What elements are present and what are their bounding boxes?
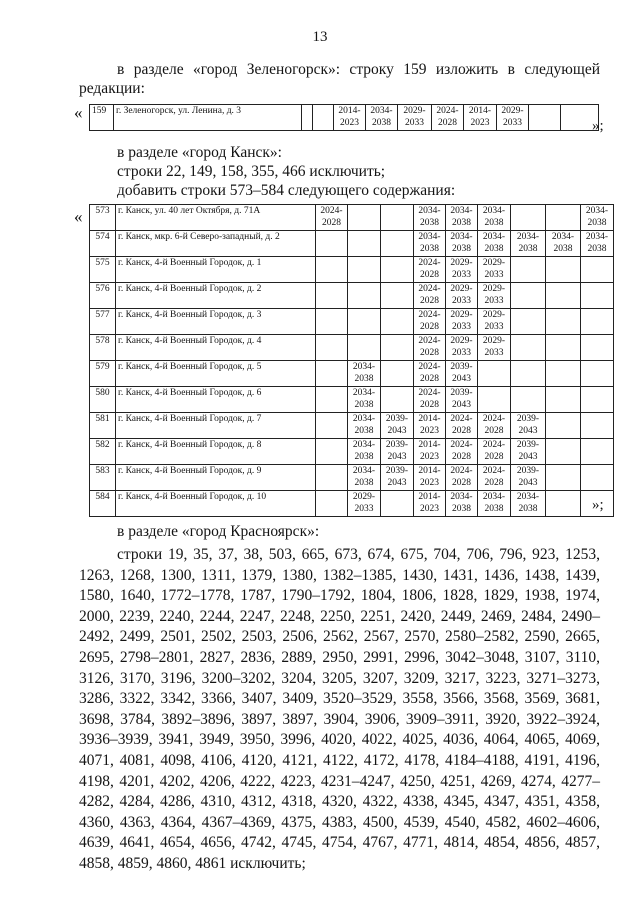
table-cell (546, 439, 581, 465)
table-row (90, 413, 614, 439)
table-cell (546, 361, 581, 387)
table-cell (581, 257, 614, 283)
table-cell (316, 283, 348, 309)
table-cell: 2024-2028 (446, 439, 478, 465)
table-cell (381, 387, 414, 413)
table-cell (316, 465, 348, 491)
table-row (90, 361, 614, 387)
table-cell: 2034-2038 (414, 231, 446, 257)
table-cell: 2024-2028 (414, 387, 446, 413)
table-cell (316, 361, 348, 387)
table-cell (348, 231, 381, 257)
exclusion-list-line: 3698, 3784, 3892–3896, 3897, 3897, 3904, 3906, 3909–3911, 3920, 3922–3924, (79, 710, 600, 728)
table-cell: 2034-2038 (478, 491, 511, 517)
table-cell: 2034-2038 (348, 413, 381, 439)
table-cell: 2024-2028 (446, 413, 478, 439)
table-cell: 2034-2038 (348, 361, 381, 387)
exclusion-list-line: 4639, 4641, 4654, 4656, 4742, 4745, 4754, 4767, 4771, 4814, 4854, 4856, 4857, (79, 834, 600, 852)
zel-instruction-line2: редакции: (79, 80, 145, 97)
table-cell: 2024-2028 (478, 465, 511, 491)
table-cell: 2024-2028 (414, 309, 446, 335)
table-cell: 2029-2033 (446, 257, 478, 283)
table-cell (581, 283, 614, 309)
table-cell: 2029-2033 (446, 283, 478, 309)
exclusion-list-line: 4360, 4363, 4364, 4367–4369, 4375, 4383, 4500, 4539, 4540, 4582, 4602–4606, (79, 813, 600, 831)
row-address: г. Канск, 4-й Военный Городок, д. 3 (116, 309, 316, 335)
row-number: 577 (90, 309, 116, 335)
row-number: 159 (90, 105, 114, 131)
table-cell: 2029-2033 (398, 105, 432, 131)
table-cell: 2039-2043 (381, 465, 414, 491)
table-cell (316, 439, 348, 465)
table-cell: 2029-2033 (446, 309, 478, 335)
row-address: г. Канск, 4-й Военный Городок, д. 4 (116, 335, 316, 361)
table-cell: 2039-2043 (381, 413, 414, 439)
table-cell (546, 387, 581, 413)
table-cell: 2024-2028 (478, 439, 511, 465)
zel-quote-open: « (74, 103, 83, 122)
table-cell: 2039-2043 (511, 413, 546, 439)
table-cell (478, 361, 511, 387)
table-cell (581, 361, 614, 387)
table-cell (348, 257, 381, 283)
table-cell: 2034-2038 (478, 205, 511, 231)
table-cell: 2034-2038 (581, 231, 614, 257)
exclusion-list-line: 2000, 2239, 2240, 2244, 2247, 2248, 2250, 2251, 2420, 2449, 2469, 2484, 2490– (79, 607, 600, 625)
row-address: г. Канск, 4-й Военный Городок, д. 6 (116, 387, 316, 413)
row-number: 584 (90, 491, 116, 517)
table-cell (348, 205, 381, 231)
table-cell (511, 283, 546, 309)
row-address: г. Канск, 4-й Военный Городок, д. 8 (116, 439, 316, 465)
table-cell: 2024-2028 (414, 257, 446, 283)
table-cell (381, 491, 414, 517)
row-address: г. Канск, 4-й Военный Городок, д. 9 (116, 465, 316, 491)
table-cell (511, 205, 546, 231)
table-cell: 2034-2038 (414, 205, 446, 231)
row-address: г. Канск, мкр. 6-й Северо-западный, д. 2 (116, 231, 316, 257)
table-cell (316, 231, 348, 257)
table-row (90, 231, 614, 257)
table-cell: 2024-2028 (414, 335, 446, 361)
table-cell: 2014-2023 (414, 465, 446, 491)
row-number: 576 (90, 283, 116, 309)
table-cell: 2024-2028 (414, 283, 446, 309)
table-cell (581, 439, 614, 465)
table-cell (581, 413, 614, 439)
table-cell (302, 105, 313, 131)
table-cell: 2034-2038 (446, 231, 478, 257)
exclusion-list-line: 3286, 3322, 3342, 3366, 3407, 3409, 3520–3529, 3558, 3566, 3568, 3569, 3681, (79, 690, 600, 708)
row-number: 575 (90, 257, 116, 283)
table-cell (511, 257, 546, 283)
table-cell (313, 105, 334, 131)
table-cell (316, 309, 348, 335)
table-cell: 2034-2038 (511, 491, 546, 517)
row-number: 578 (90, 335, 116, 361)
table-cell (546, 257, 581, 283)
table-row (90, 491, 614, 517)
exclusion-list-line: 4282, 4284, 4286, 4310, 4312, 4318, 4320, 4322, 4338, 4345, 4347, 4351, 4358, (79, 793, 600, 811)
table-cell: 2034-2038 (348, 387, 381, 413)
zel-quote-close: »; (592, 118, 604, 134)
table-cell (381, 309, 414, 335)
table-cell (316, 335, 348, 361)
table-cell: 2024-2028 (316, 205, 348, 231)
table-cell (511, 335, 546, 361)
table-cell: 2034-2038 (581, 205, 614, 231)
table-cell (381, 231, 414, 257)
exclusion-list-line: 1263, 1268, 1300, 1311, 1379, 1380, 1382–1385, 1430, 1431, 1436, 1438, 1439, (79, 566, 600, 584)
table-row (90, 465, 614, 491)
table-cell (546, 413, 581, 439)
table-cell (348, 335, 381, 361)
row-number: 574 (90, 231, 116, 257)
table-cell (348, 309, 381, 335)
row-address: г. Канск, 4-й Военный Городок, д. 2 (116, 283, 316, 309)
table-cell (381, 283, 414, 309)
table-row (90, 309, 614, 335)
exclusion-list-line: 2492, 2499, 2501, 2502, 2503, 2506, 2562, 2567, 2570, 2580–2582, 2590, 2665, (79, 628, 600, 646)
exclusion-list-line: 1580, 1640, 1772–1778, 1787, 1790–1792, 1804, 1806, 1828, 1829, 1938, 1974, (79, 587, 600, 605)
row-address: г. Канск, 4-й Военный Городок, д. 7 (116, 413, 316, 439)
table-cell (581, 465, 614, 491)
table-cell: 2034-2038 (511, 231, 546, 257)
row-number: 581 (90, 413, 116, 439)
row-address: г. Канск, ул. 40 лет Октября, д. 71А (116, 205, 316, 231)
table-cell (581, 387, 614, 413)
table-cell (381, 257, 414, 283)
kansk-add: добавить строки 573–584 следующего содержания: (117, 182, 456, 199)
table-cell: 2029-2033 (497, 105, 529, 131)
table-cell: 2014-2023 (414, 439, 446, 465)
table-cell: 2024-2028 (414, 361, 446, 387)
kansk-exclude: строки 22, 149, 158, 355, 466 исключить; (117, 163, 386, 180)
table-cell: 2029-2033 (478, 283, 511, 309)
table-cell: 2029-2033 (478, 335, 511, 361)
exclusion-list-line: 4858, 4859, 4860, 4861 исключить; (79, 855, 306, 872)
table-cell: 2034-2038 (478, 231, 511, 257)
table-cell: 2024-2028 (446, 465, 478, 491)
table-cell: 2034-2038 (348, 465, 381, 491)
table-cell: 2039-2043 (446, 361, 478, 387)
table-cell (546, 465, 581, 491)
row-address: г. Канск, 4-й Военный Городок, д. 5 (116, 361, 316, 387)
table-cell: 2024-2028 (478, 413, 511, 439)
table-cell (381, 335, 414, 361)
table-cell: 2034-2038 (546, 231, 581, 257)
row-address: г. Канск, 4-й Военный Городок, д. 1 (116, 257, 316, 283)
row-address: г. Зеленогорск, ул. Ленина, д. 3 (114, 105, 302, 131)
table-cell: 2024-2028 (432, 105, 464, 131)
table-cell: 2039-2043 (511, 465, 546, 491)
kansk-table (89, 204, 614, 517)
table-cell: 2034-2038 (366, 105, 398, 131)
exclusion-list-line: 4071, 4081, 4098, 4106, 4120, 4121, 4122, 4172, 4178, 4184–4188, 4191, 4196, (79, 752, 600, 769)
kansk-quote-close: »; (592, 497, 604, 513)
table-cell (546, 205, 581, 231)
table-row (90, 283, 614, 309)
table-row (90, 335, 614, 361)
zel-instruction-line1: в разделе «город Зеленогорск»: строку 159 изложить в следующей (117, 61, 600, 78)
table-cell: 2034-2038 (348, 439, 381, 465)
table-cell: 2039-2043 (511, 439, 546, 465)
exclusion-list-line: 4198, 4201, 4202, 4206, 4222, 4223, 4231–4247, 4250, 4251, 4269, 4274, 4277– (79, 772, 600, 790)
exclusion-list-line: 2695, 2798–2801, 2827, 2836, 2889, 2950, 2991, 2996, 3042–3048, 3107, 3110, (79, 649, 600, 666)
table-cell (529, 105, 561, 131)
row-number: 582 (90, 439, 116, 465)
kansk-heading: в разделе «город Канск»: (117, 144, 282, 161)
table-cell: 2029-2033 (478, 257, 511, 283)
table-cell: 2014-2023 (464, 105, 497, 131)
table-cell (511, 309, 546, 335)
table-cell: 2034-2038 (446, 491, 478, 517)
table-cell: 2014-2023 (414, 491, 446, 517)
table-cell (316, 257, 348, 283)
exclusion-list-line: 3126, 3170, 3196, 3200–3202, 3204, 3205, 3207, 3209, 3217, 3223, 3271–3273, (79, 669, 600, 687)
table-cell (316, 413, 348, 439)
page-number: 13 (312, 29, 328, 45)
table-row (90, 257, 614, 283)
table-cell (478, 387, 511, 413)
table-cell (511, 361, 546, 387)
kansk-quote-open: « (74, 207, 83, 226)
table-cell (581, 309, 614, 335)
table-cell: 2039-2043 (381, 439, 414, 465)
table-cell (581, 335, 614, 361)
table-cell (381, 205, 414, 231)
row-number: 580 (90, 387, 116, 413)
row-number: 573 (90, 205, 116, 231)
table-cell (316, 491, 348, 517)
table-cell: 2014-2023 (414, 413, 446, 439)
table-row (90, 439, 614, 465)
krasnoyarsk-heading: в разделе «город Красноярск»: (117, 523, 320, 540)
row-number: 579 (90, 361, 116, 387)
table-cell (546, 309, 581, 335)
row-number: 583 (90, 465, 116, 491)
table-cell (348, 283, 381, 309)
table-cell: 2029-2033 (446, 335, 478, 361)
table-cell: 2014-2023 (334, 105, 366, 131)
table-row (90, 205, 614, 231)
table-cell: 2029-2033 (348, 491, 381, 517)
row-address: г. Канск, 4-й Военный Городок, д. 10 (116, 491, 316, 517)
table-row (90, 387, 614, 413)
table-cell: 2029-2033 (478, 309, 511, 335)
table-cell (546, 491, 581, 517)
table-cell (381, 361, 414, 387)
zel-table-row (90, 105, 599, 131)
table-cell (511, 387, 546, 413)
zel-table (89, 104, 599, 131)
exclusion-list-line: строки 19, 35, 37, 38, 503, 665, 673, 674, 675, 704, 706, 796, 923, 1253, (117, 546, 600, 563)
table-cell (546, 335, 581, 361)
table-cell (546, 283, 581, 309)
table-cell: 2039-2043 (446, 387, 478, 413)
table-cell (316, 387, 348, 413)
exclusion-list-line: 3936–3939, 3941, 3949, 3950, 3996, 4020, 4022, 4025, 4036, 4064, 4065, 4069, (79, 731, 600, 749)
table-cell: 2034-2038 (446, 205, 478, 231)
